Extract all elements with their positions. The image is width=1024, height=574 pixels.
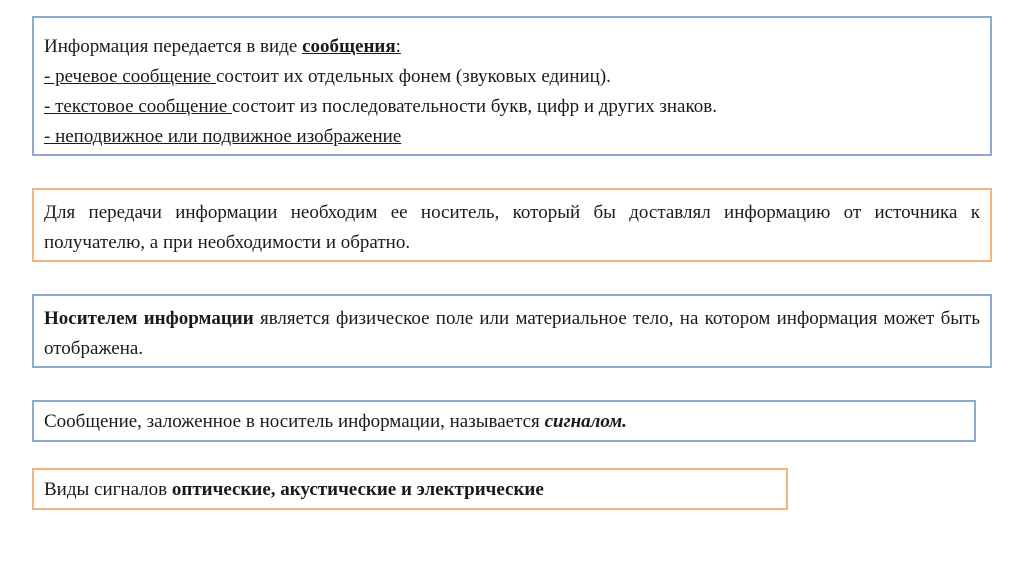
message-intro-text: Информация передается в виде <box>44 36 303 57</box>
signal-types-list: оптические, акустические и электрические <box>171 479 544 500</box>
message-intro-line <box>44 32 980 62</box>
signal-types-label: Виды сигналов <box>44 479 172 500</box>
image-message-term: - неподвижное или подвижное изображение <box>44 126 402 147</box>
text-message-desc: состоит из последовательности букв, цифр и других знаков. <box>232 96 717 117</box>
carrier-definition-box <box>32 294 992 368</box>
signal-definition-box <box>32 400 976 442</box>
image-message-line <box>44 122 980 152</box>
signal-types-box <box>32 468 788 510</box>
message-colon: : <box>395 36 401 57</box>
speech-message-line <box>44 62 980 92</box>
carrier-need-box <box>32 188 992 262</box>
carrier-need-text: Для передачи информации необходим ее носитель, который бы доставлял информацию от источника к получателю, а при необходимости и обратно. <box>44 202 980 253</box>
signal-term: сигналом. <box>544 411 627 432</box>
message-types-box <box>32 16 992 156</box>
message-term: сообщения <box>302 36 396 57</box>
speech-message-desc: состоит их отдельных фонем (звуковых единиц). <box>215 66 611 87</box>
carrier-definition-text: является физическое поле или материальное тело, на котором информация может быть отображена. <box>44 308 980 359</box>
speech-message-term: - речевое сообщение <box>44 66 216 87</box>
carrier-term: Носителем информации <box>44 308 254 329</box>
signal-definition-text: Сообщение, заложенное в носитель информации, называется <box>44 411 545 432</box>
text-message-line <box>44 92 980 122</box>
text-message-term: - текстовое сообщение <box>44 96 232 117</box>
